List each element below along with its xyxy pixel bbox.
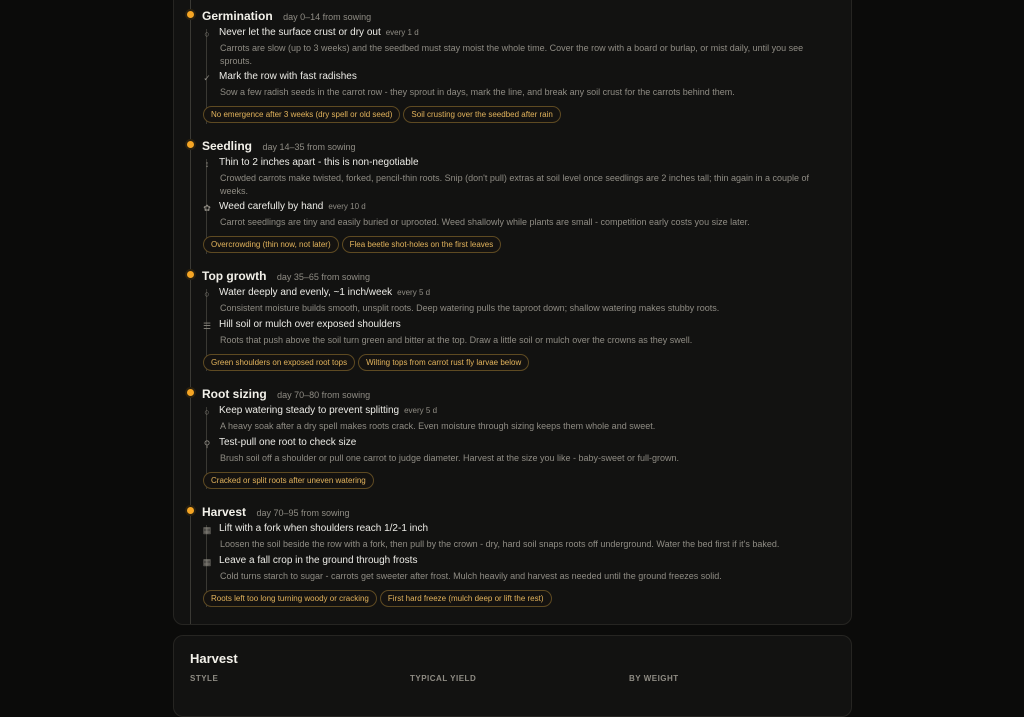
stage-header	[202, 503, 350, 521]
thin-icon: ↕	[204, 159, 210, 169]
weed-icon: ✿	[203, 203, 211, 213]
task-title-text: Never let the surface crust or dry out	[219, 27, 381, 38]
stage-range: day 70–95 from sowing	[256, 508, 350, 518]
risk-tag[interactable]: Roots left too long turning woody or cracking	[203, 590, 377, 607]
task-title-text: Hill soil or mulch over exposed shoulders	[219, 319, 401, 330]
stage-title: Harvest	[202, 505, 247, 519]
stage-header	[202, 267, 370, 285]
layers-icon: ☰	[202, 321, 212, 331]
stage-title: Top growth	[202, 269, 267, 283]
task-title-text: Leave a fall crop in the ground through frosts	[219, 555, 418, 566]
stage-dot	[187, 11, 194, 18]
task-title	[219, 405, 437, 416]
stage-header	[202, 385, 370, 403]
stage-dot	[187, 141, 194, 148]
task-title	[219, 157, 419, 168]
task-title-text: Test-pull one root to check size	[219, 437, 357, 448]
section-title: Harvest	[190, 651, 238, 666]
task-frequency: every 5 d	[397, 288, 431, 297]
column-header-style: STYLE	[190, 674, 219, 683]
droplet-icon: ○	[204, 289, 210, 299]
check-circle-icon: ✓	[203, 73, 211, 83]
risk-tag[interactable]: Soil crusting over the seedbed after rain	[403, 106, 560, 123]
task-title	[219, 555, 417, 566]
risk-tag[interactable]: Wilting tops from carrot rust fly larvae below	[358, 354, 529, 371]
task-description: Cold turns starch to sugar - carrots get sweeter after frost. Mulch heavily and harvest as needed until the ground freezes solid.	[220, 571, 722, 581]
task-title-text: Water deeply and evenly, ~1 inch/week	[219, 287, 393, 298]
task-description: Carrots are slow (up to 3 weeks) and the seedbed must stay moist the whole time. Cover the row with a board or burlap, or mist daily, until you see sprouts.	[220, 43, 804, 66]
task-title	[219, 437, 356, 448]
task-title-text: Weed carefully by hand	[219, 201, 324, 212]
stage-header	[202, 7, 371, 25]
task-description: Loosen the soil beside the row with a fork, then pull by the crown - dry, hard soil snaps roots off underground. Water the bed first if it's baked.	[220, 539, 780, 549]
risk-tag[interactable]: Overcrowding (thin now, not later)	[203, 236, 339, 253]
task-description: Crowded carrots make twisted, forked, pencil-thin roots. Snip (don't pull) extras at soil level once seedlings are 2 inches tall; thin again in a couple of weeks.	[220, 173, 810, 196]
task-title	[219, 71, 357, 82]
task-description: Roots that push above the soil turn green and bitter at the top. Draw a little soil or mulch over the crowns as they swell.	[220, 335, 693, 345]
stage-range: day 70–80 from sowing	[277, 390, 371, 400]
task-description: Brush soil off a shoulder or pull one carrot to judge diameter. Harvest at the size you like - baby-sweet or full-grown.	[220, 453, 680, 463]
task-title-text: Thin to 2 inches apart - this is non-negotiable	[219, 157, 419, 168]
stage-dot	[187, 507, 194, 514]
risk-tag[interactable]: First hard freeze (mulch deep or lift the rest)	[380, 590, 552, 607]
task-title-text: Lift with a fork when shoulders reach 1/2-1 inch	[219, 523, 428, 534]
column-header-yield: TYPICAL YIELD	[410, 674, 477, 683]
droplet-icon: ○	[204, 407, 210, 417]
risk-tags	[203, 588, 555, 607]
stage-range: day 0–14 from sowing	[283, 12, 372, 22]
stage-range: day 14–35 from sowing	[262, 142, 356, 152]
stage-title: Seedling	[202, 139, 253, 153]
column-header-weight: BY WEIGHT	[629, 674, 679, 683]
risk-tags	[203, 234, 504, 253]
task-description: A heavy soak after a dry spell makes roots crack. Even moisture through sizing keeps them whole and sweet.	[220, 421, 656, 431]
stage-range: day 35–65 from sowing	[276, 272, 370, 282]
risk-tags	[203, 470, 377, 489]
risk-tags	[203, 104, 564, 123]
stage-dot	[187, 271, 194, 278]
task-title	[219, 319, 401, 330]
task-title	[219, 27, 419, 38]
timeline-rail	[190, 0, 191, 624]
growth-timeline-card	[173, 0, 852, 625]
task-frequency: every 5 d	[404, 406, 438, 415]
task-title-text: Mark the row with fast radishes	[219, 71, 357, 82]
task-description: Sow a few radish seeds in the carrot row - they sprout in days, mark the line, and break any soil crust for the carrots behind them.	[220, 87, 735, 97]
risk-tags	[203, 352, 532, 371]
risk-tag[interactable]: Cracked or split roots after uneven watering	[203, 472, 374, 489]
droplet-icon: ○	[204, 29, 210, 39]
task-frequency: every 1 d	[385, 28, 419, 37]
basket-icon: ▦	[202, 525, 212, 535]
task-title	[219, 523, 428, 534]
task-description: Carrot seedlings are tiny and easily buried or uprooted. Weed shallowly while plants are small - competition early costs you size later.	[220, 217, 750, 227]
search-icon: ⚲	[203, 439, 211, 449]
task-title	[219, 287, 430, 298]
task-description: Consistent moisture builds smooth, unsplit roots. Deep watering pulls the taproot down; shallow watering makes stubby roots.	[220, 303, 720, 313]
task-title	[219, 201, 366, 212]
stage-header	[202, 137, 356, 155]
stage-title: Germination	[202, 9, 273, 23]
risk-tag[interactable]: Green shoulders on exposed root tops	[203, 354, 355, 371]
stage-title: Root sizing	[202, 387, 267, 401]
risk-tag[interactable]: No emergence after 3 weeks (dry spell or old seed)	[203, 106, 400, 123]
stage-dot	[187, 389, 194, 396]
task-title-text: Keep watering steady to prevent splitting	[219, 405, 400, 416]
basket-icon: ▦	[202, 557, 212, 567]
task-frequency: every 10 d	[328, 202, 366, 211]
harvest-card	[173, 635, 852, 717]
risk-tag[interactable]: Flea beetle shot-holes on the first leaves	[342, 236, 502, 253]
